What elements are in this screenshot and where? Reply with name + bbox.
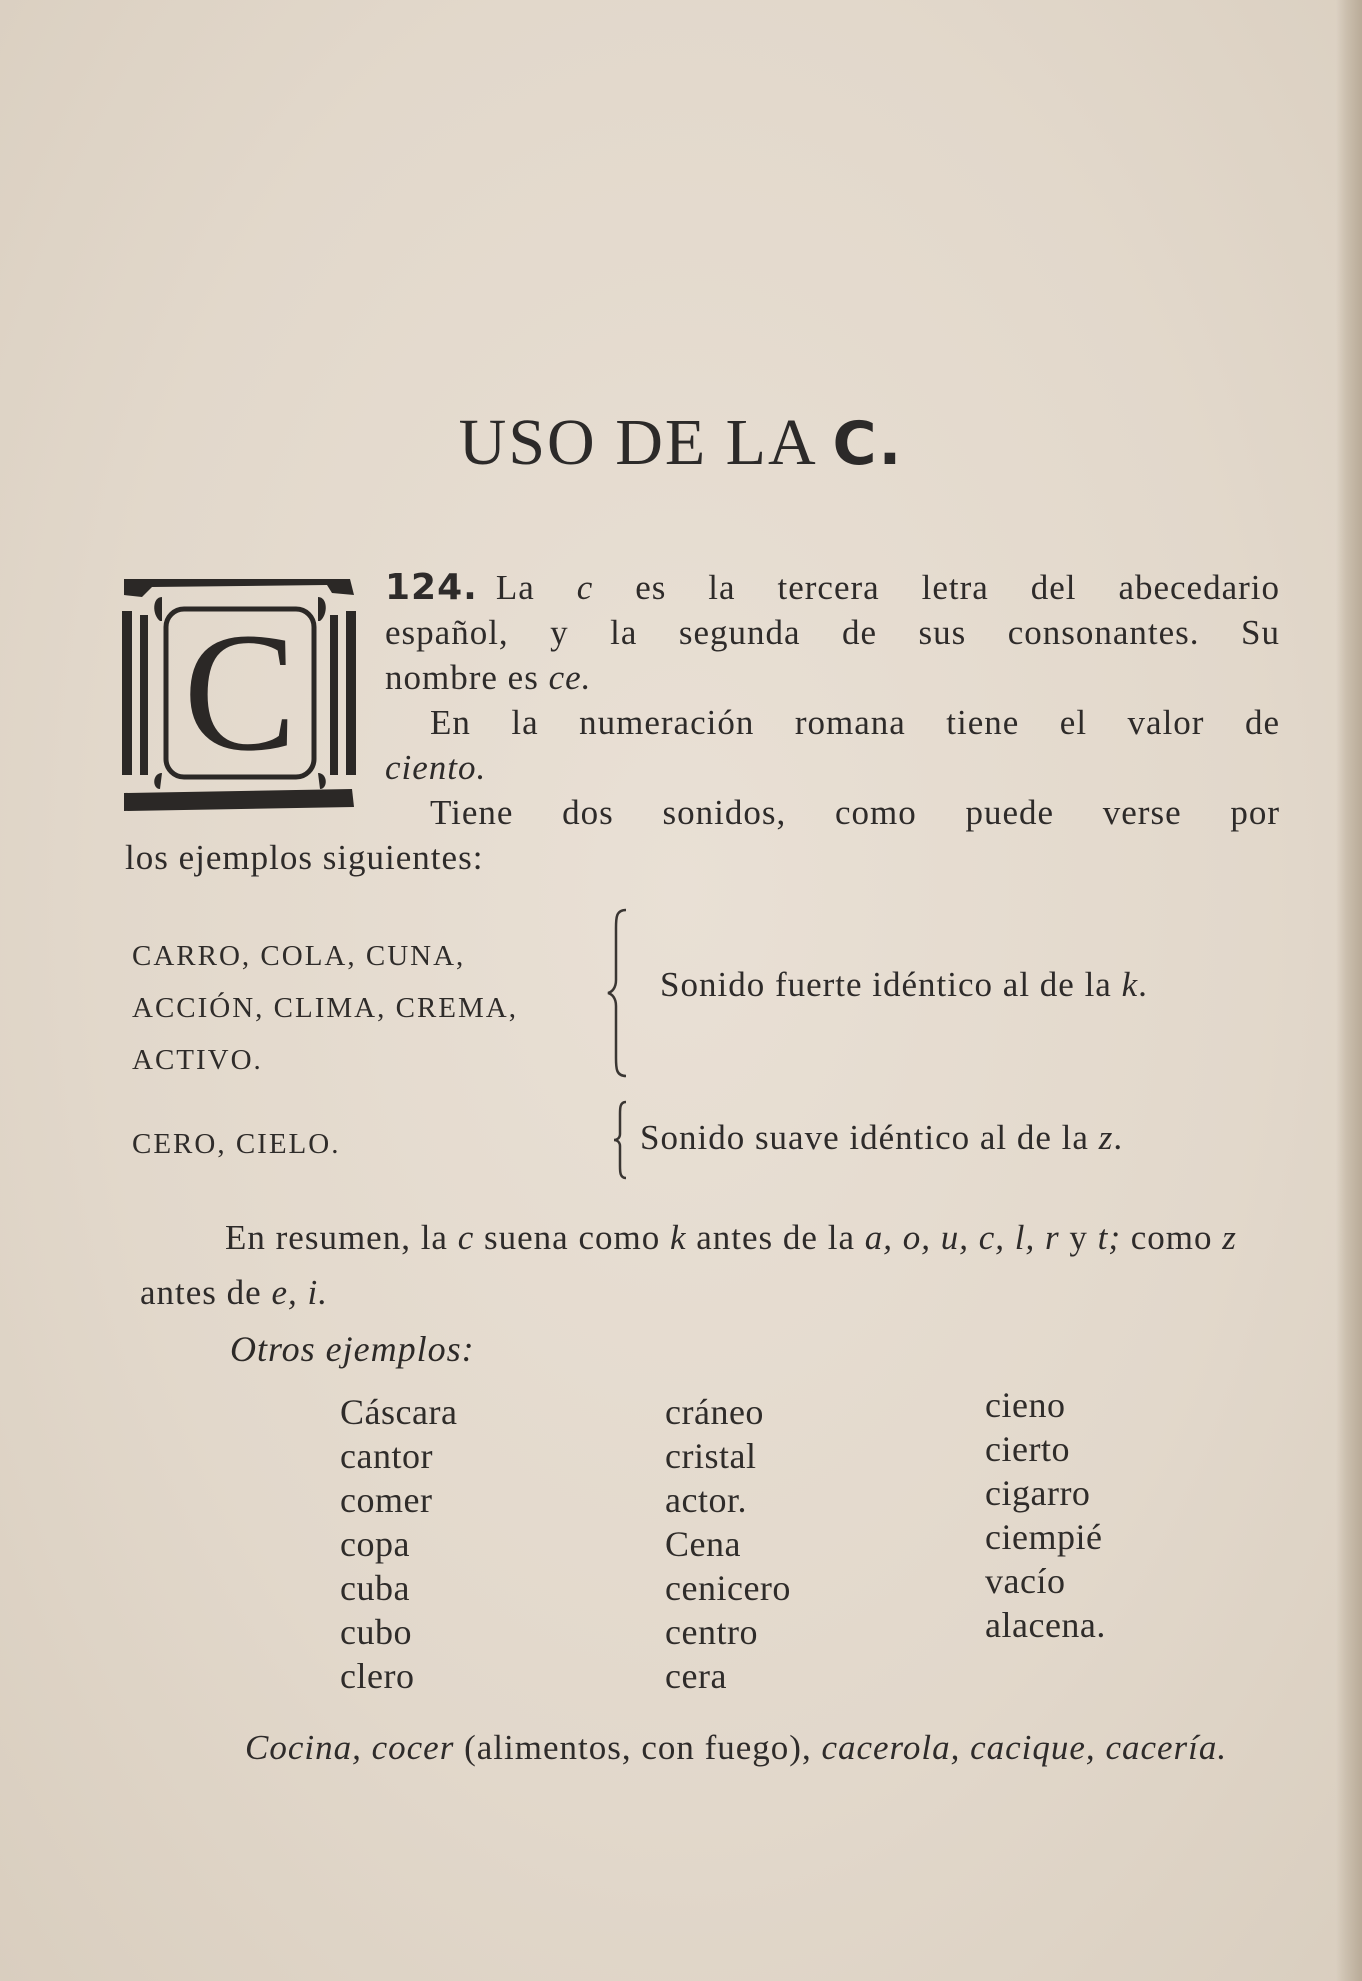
intro-line-3: nombre es ce.: [385, 658, 592, 697]
title-letter: C.: [832, 409, 904, 479]
word-column-3: [985, 1383, 1106, 1647]
word: cuba: [340, 1568, 410, 1608]
word-column-1: [340, 1390, 457, 1698]
intro-line-4: En la numeración romana tiene el valor de: [430, 703, 1280, 742]
word-column-2: [665, 1390, 791, 1698]
intro-line-6: Tiene dos sonidos, como puede verse por: [430, 793, 1280, 832]
example-line: ACCIÓN, CLIMA, CREMA,: [132, 992, 518, 1024]
paragraph-number: 124.: [385, 567, 478, 608]
word: Cena: [665, 1524, 741, 1564]
ornament-frame-icon: [122, 575, 358, 815]
title-text: USO DE LA: [458, 406, 815, 479]
small-brace-icon: [612, 1100, 632, 1180]
ornamental-initial: [122, 575, 358, 815]
page-title: [0, 405, 1362, 481]
word: cantor: [340, 1436, 433, 1476]
intro-line-1: 124. La c es la tercera letra del abecedario: [385, 567, 1281, 608]
intro-line-5: ciento.: [385, 748, 487, 787]
soft-sound-note: Sonido suave idéntico al de la z.: [640, 1118, 1124, 1157]
word: cráneo: [665, 1392, 764, 1432]
example-line: CARRO, COLA, CUNA,: [132, 940, 466, 972]
word: clero: [340, 1656, 415, 1696]
word: cigarro: [985, 1473, 1091, 1513]
example-line: ACTIVO.: [132, 1044, 263, 1076]
word: cenicero: [665, 1568, 791, 1608]
intro-paragraph: [385, 565, 1280, 835]
dropcap-letter: C: [183, 598, 297, 786]
word: cierto: [985, 1429, 1070, 1469]
word: cubo: [340, 1612, 412, 1652]
word: cera: [665, 1656, 727, 1696]
word: vacío: [985, 1561, 1066, 1601]
summary-paragraph: En resumen, la c suena como k antes de la a, o, u, c, l, r y t; como z antes de e, i.: [140, 1218, 1237, 1312]
word: comer: [340, 1480, 433, 1520]
word: actor.: [665, 1480, 747, 1520]
hard-sound-note: Sonido fuerte idéntico al de la k.: [660, 965, 1148, 1004]
final-paragraph: Cocina, cocer (alimentos, con fuego), cacerola, cacique, cacería.: [245, 1728, 1228, 1767]
word: centro: [665, 1612, 758, 1652]
word: cieno: [985, 1385, 1066, 1425]
soft-examples: CERO, CIELO.: [132, 1128, 341, 1160]
word: Cáscara: [340, 1392, 458, 1432]
page-edge: [1336, 0, 1362, 1981]
brace-icon: [606, 908, 636, 1078]
intro-line-2: español, y la segunda de sus consonantes. Su: [385, 613, 1280, 652]
word: copa: [340, 1524, 410, 1564]
word: alacena.: [985, 1605, 1106, 1645]
word: cristal: [665, 1436, 757, 1476]
other-examples-label: Otros ejemplos:: [230, 1329, 475, 1369]
word: ciempié: [985, 1517, 1103, 1557]
intro-continuation: los ejemplos siguientes:: [125, 838, 484, 877]
hard-examples: [132, 930, 518, 1086]
